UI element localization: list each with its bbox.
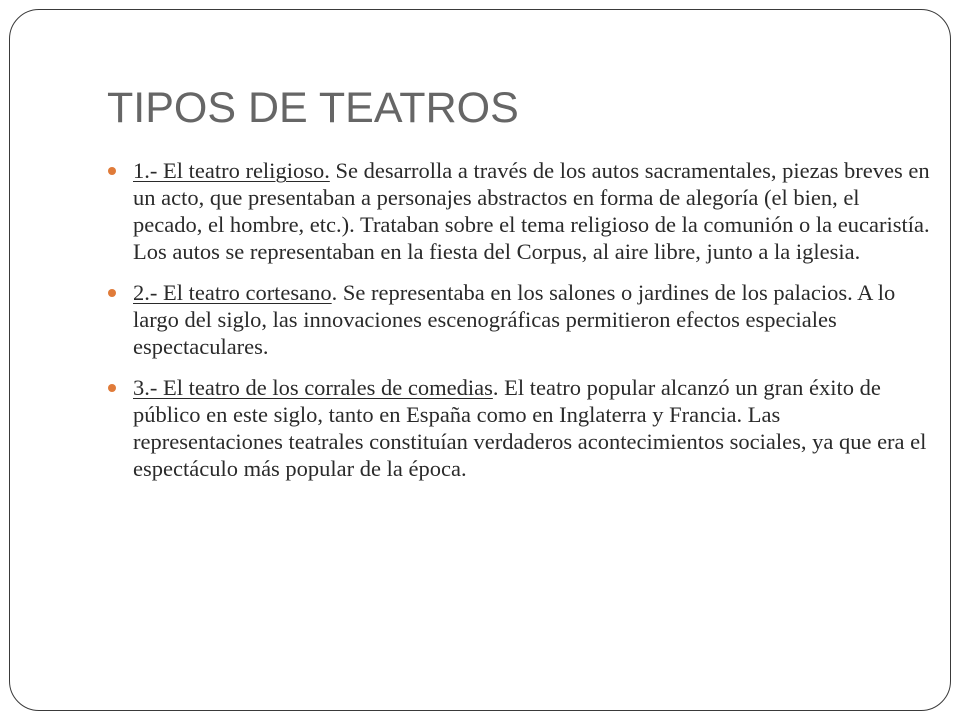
- bullet-text: . El teatro popular alcanzó un gran éxito de público en este siglo, tanto en España como en Inglaterra y Francia. Las representaciones teatrales constituían verdaderos acontecimientos sociales, ya que era el espectáculo más popular de la época.: [133, 375, 927, 481]
- bullet-item-cortesano: [133, 279, 933, 360]
- bullet-dot-icon: [108, 167, 116, 175]
- bullet-text: Se desarrolla a través de los autos sacramentales, piezas breves en un acto, que presentaban a personajes abstractos en forma de alegoría (el bien, el pecado, el hombre, etc.). Trataban sobre el tema religioso de la comunión o la eucaristía. Los autos se representaban en la fiesta del Corpus, al aire libre, junto a la iglesia.: [133, 158, 930, 264]
- slide-title: TIPOS DE TEATROS: [107, 84, 519, 132]
- bullet-dot-icon: [108, 289, 116, 297]
- bullet-heading: 2.- El teatro cortesano: [133, 280, 332, 305]
- bullet-heading: 1.- El teatro religioso.: [133, 158, 330, 183]
- bullet-text: . Se representaba en los salones o jardines de los palacios. A lo largo del siglo, las innovaciones escenográficas permitieron efectos especiales espectaculares.: [133, 280, 896, 359]
- bullet-dot-icon: [108, 384, 116, 392]
- bullet-item-religioso: [133, 157, 933, 265]
- bullet-list: [133, 157, 933, 496]
- bullet-item-corrales: [133, 374, 933, 482]
- bullet-heading: 3.- El teatro de los corrales de comedias: [133, 375, 493, 400]
